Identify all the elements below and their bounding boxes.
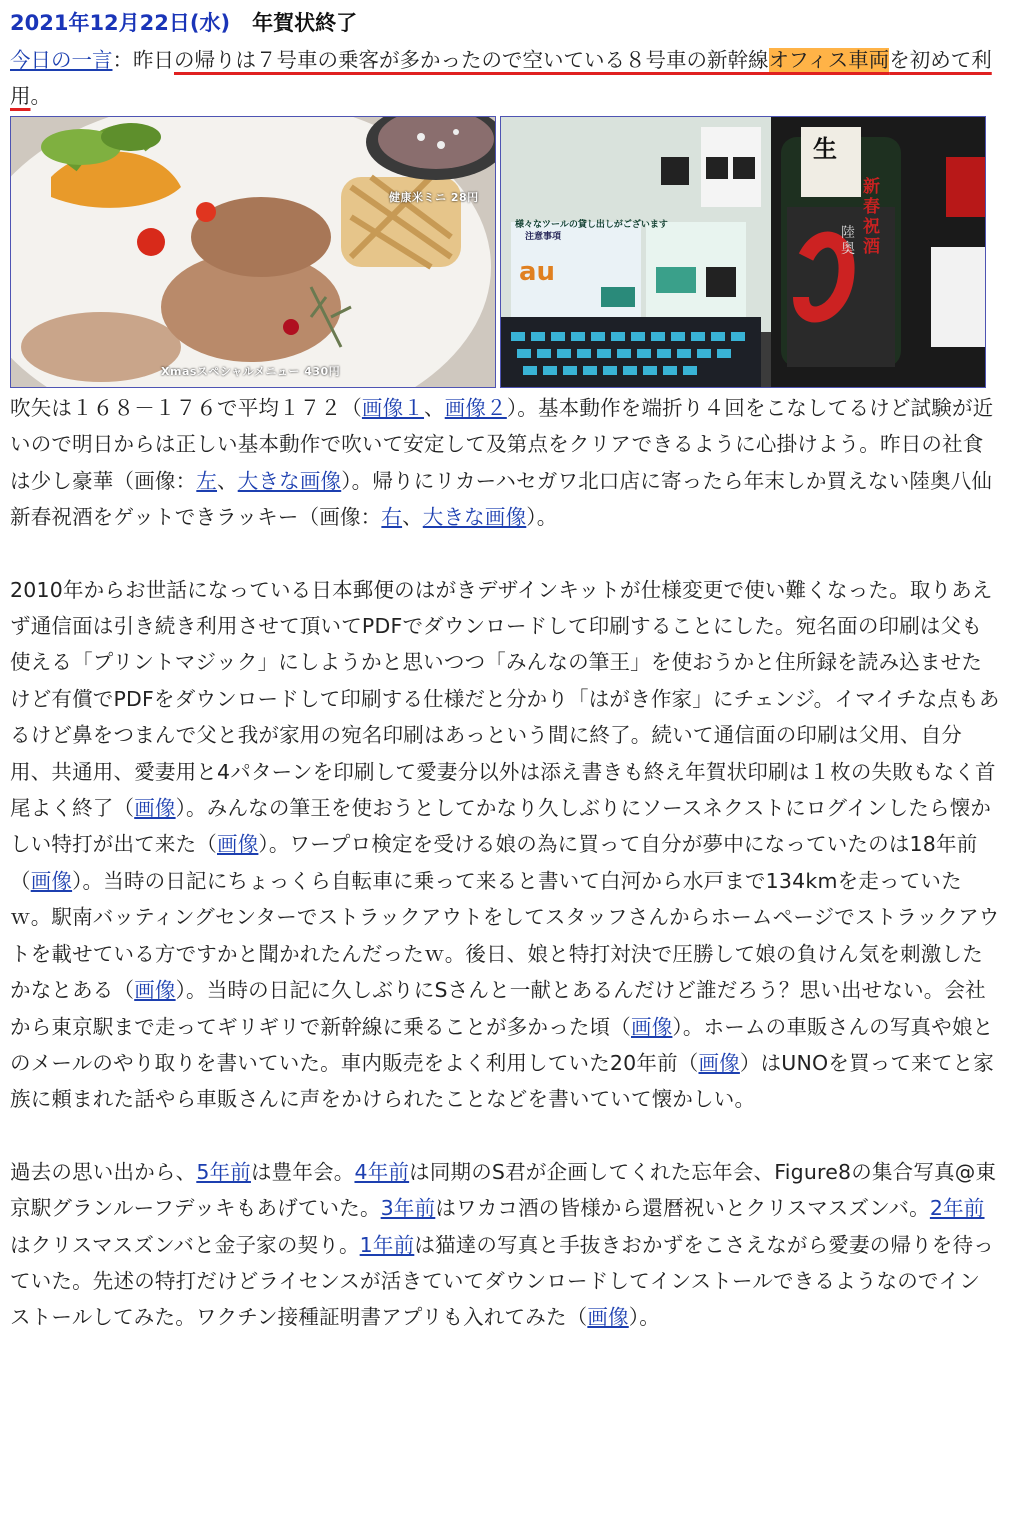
paragraph-nengajo: [10, 572, 1000, 1118]
lead-underlined-text: の帰りは７号車の乗客が多かったので空いている８号車の新幹線: [174, 48, 769, 72]
lunch-plate-image: [11, 117, 495, 387]
lead-separator: ：: [112, 48, 133, 72]
lead-line: [10, 42, 1000, 114]
diary-entry: [10, 6, 1000, 1336]
entry-date: 2021年12月22日(水): [10, 11, 231, 35]
paragraph-memories: [10, 1154, 1000, 1336]
four-years-ago-link[interactable]: 4年前: [354, 1159, 410, 1184]
image1-link[interactable]: 画像１: [361, 396, 425, 420]
image-link[interactable]: 画像: [134, 796, 176, 821]
large-image-link-2[interactable]: 大きな画像: [422, 505, 527, 530]
text: ）。みんなの筆王を使おうとしてかなり久しぶりにソースネクストにログインしたら懐かしい特打が出て来た（: [10, 796, 992, 857]
text: ）。: [628, 1305, 660, 1330]
au-logo: au: [519, 257, 556, 287]
text: 、: [424, 396, 445, 420]
large-image-link-1[interactable]: 大きな画像: [237, 468, 342, 493]
sign-title: 注意事項: [525, 232, 562, 242]
text: ）。ワープロ検定を受ける娘の為に買って自分が夢中になっていたのは18年前（: [10, 832, 978, 893]
spacer: [10, 1118, 1000, 1154]
text: は豊年会。: [250, 1159, 355, 1184]
text: は同期のS君が企画してくれた忘年会、Figure8の集合写真@東京駅グランルーフデッキもあげていた。: [10, 1159, 997, 1221]
text: ）。ホームの車販さんの写真や娘とのメールのやり取りを書いていた。車内販売をよく利用していた20年前（: [10, 1014, 994, 1075]
text: はワカコ酒の皆様から還暦祝いとクリスマスズンバ。: [435, 1196, 930, 1221]
image-link[interactable]: 画像: [587, 1305, 629, 1330]
one-year-ago-link[interactable]: 1年前: [359, 1232, 415, 1257]
text: ）。帰りにリカーハセガワ北口店に寄ったら年末しか買えない陸奥八仙新春祝酒をゲットできラッキー（画像：: [10, 468, 993, 530]
left-image-link[interactable]: 左: [196, 468, 218, 493]
entry-title: 年賀状終了: [252, 11, 358, 35]
text: ）。当時の日記にちょっくら自転車に乗って来ると書いて白河から水戸まで134kmを走っていたｗ。駅南バッティングセンターでストラックアウトをしてスタッフさんからホームページでストラックアウトを載せている方ですかと聞かれたんだったｗ。後日、娘と特打対決で圧勝して娘の負けん気を刺激したかなとある（: [10, 868, 1000, 1003]
text: 、: [402, 505, 423, 530]
sake-bottle-image: [501, 117, 985, 387]
lead-highlighted-text: オフィス車両: [768, 48, 890, 72]
cafeteria-lunch-photo[interactable]: [10, 116, 496, 388]
spacer: [10, 536, 1000, 572]
lead-rest-text: を初めて利用: [10, 48, 992, 108]
text: はクリスマスズンバと金子家の契り。: [10, 1232, 360, 1257]
text: ）。基本動作を端折り４回をこなしてるけど試験が近いので明日からは正しい基本動作で吹いて安定して及第点をクリアできるように心掛けよう。昨日の社食は少し豪華（画像：: [10, 396, 994, 493]
image2-link[interactable]: 画像２: [444, 396, 507, 420]
image-link[interactable]: 画像: [30, 868, 73, 893]
text: 吹矢は１６８－１７６で平均１７２（: [10, 396, 362, 420]
photo-row: [10, 116, 1000, 388]
bottle-small-label: 陸奥: [841, 225, 855, 257]
image-link[interactable]: 画像: [698, 1050, 740, 1075]
bottle-top-label: 生: [813, 135, 837, 163]
text: ）。: [526, 505, 558, 530]
lead-end: 。: [30, 84, 51, 108]
text: ）はUNOを買って来てと家族に頼まれた話やら車販さんに声をかけられたことなどを書いていて懐かしい。: [10, 1050, 994, 1112]
lead-text-pre: 昨日: [133, 48, 174, 72]
text: 、: [217, 468, 238, 493]
sign-mid-text: 様々なツールの貸し出しがございます: [515, 220, 668, 230]
two-years-ago-link[interactable]: 2年前: [929, 1196, 985, 1221]
image-link[interactable]: 画像: [134, 978, 176, 1003]
image-link[interactable]: 画像: [631, 1014, 673, 1039]
text: ）。当時の日記に久しぶりにSさんと一献とあるんだけど誰だろう？思い出せない。会社から東京駅まで走ってギリギリで新幹線に乗ることが多かった頃（: [10, 978, 986, 1039]
three-years-ago-link[interactable]: 3年前: [380, 1196, 436, 1221]
entry-header: [10, 6, 1000, 40]
right-image-link[interactable]: 右: [381, 505, 403, 530]
text: 2010年からお世話になっている日本郵便のはがきデザインキットが仕様変更で使い難くなった。取りあえず通信面は引き続き利用させて頂いてPDFでダウンロードして印刷することにした。宛名面の印刷は父も使える「プリントマジック」にしようかと思いつつ「みんなの筆王」を使おうかと住所録を読み込ませたけど有償でPDFをダウンロードして印刷する仕様だと分かり「はがき作家」にチェンジ。イマイチな点もあるけど鼻をつまんで父と我が家用の宛名印刷はあっという間に終了。続いて通信面の印刷は父用、自分用、共通用、愛妻用と4パターンを印刷して愛妻分以外は添え書きも終え年賀状印刷は１枚の失敗もなく首尾よく終了（: [10, 577, 1000, 821]
menu-caption: Xmasスペシャルメニュー 430円: [161, 365, 341, 378]
rice-caption: 健康米ミニ 28円: [389, 191, 479, 204]
text: は猫達の写真と手抜きおかずをこさえながら愛妻の帰りを待っていた。先述の特打だけどライセンスが活きていてダウンロードしてインストールできるようなのでインストールしてみた。ワクチン接種証明書アプリも入れてみた（: [10, 1232, 994, 1330]
sake-desk-photo[interactable]: [500, 116, 986, 388]
bottle-label: 新春祝酒: [863, 177, 880, 257]
five-years-ago-link[interactable]: 5年前: [196, 1159, 251, 1184]
text: 過去の思い出から、: [10, 1159, 197, 1184]
image-link[interactable]: 画像: [217, 832, 259, 857]
todays-word-link[interactable]: 今日の一言: [10, 48, 113, 72]
paragraph-fukiya: [10, 390, 1000, 536]
